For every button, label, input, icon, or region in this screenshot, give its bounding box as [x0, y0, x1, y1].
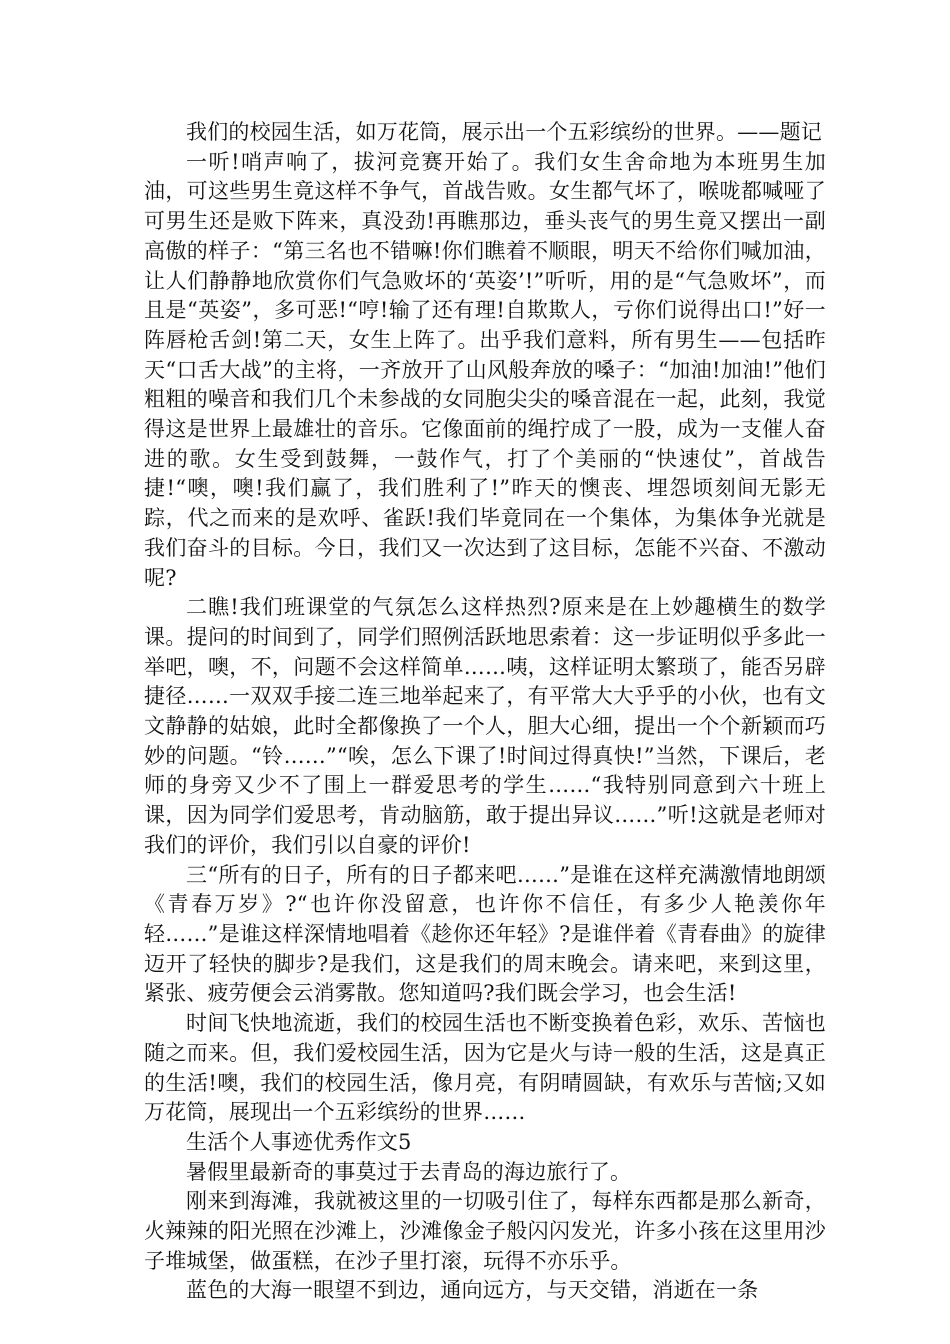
weekend-party-paragraph: 三“所有的日子，所有的日子都来吧……”是谁在这样充满激情地朗颂《青春万岁》?“也许你没留意，也许你不信任，有多少人艳羡你年轻……”是谁这样深情地唱着《趁你还年轻》?是谁伴着《青春曲》的旋律迈开了轻快的脚步?是我们，这是我们的周末晚会。请来吧，来到这里，紧张、疲劳便会云消雾散。您知道吗?我们既会学习，也会生活!	[144, 862, 826, 1006]
tug-of-war-paragraph: 一听!哨声响了，拔河竞赛开始了。我们女生舍命地为本班男生加油，可这些男生竟这样不争气，首战告败。女生都气坏了，喉咙都喊哑了可男生还是败下阵来，真没劲!再瞧那边，垂头丧气的男生竟又摆出一副高傲的样子：“第三名也不错嘛!你们瞧着不顺眼，明天不给你们喊加油，让人们静静地欣赏你们气急败坏的‘英姿’!”听听，用的是“气急败坏”，而且是“英姿”，多可恶!“哼!输了还有理!自欺欺人，亏你们说得出口!”好一阵唇枪舌剑!第二天，女生上阵了。出乎我们意料，所有男生——包括昨天“口舌大战”的主将，一齐放开了山风般奔放的嗓子：“加油!加油!”他们粗粗的噪音和我们几个未参战的女同胞尖尖的嗓音混在一起，此刻，我觉得这是世界上最雄壮的音乐。它像面前的绳拧成了一股，成为一支催人奋进的歌。女生受到鼓舞，一鼓作气，打了个美丽的“快速仗”，首战告捷!“噢，噢!我们赢了，我们胜利了!”昨天的懊丧、埋怨顷刻间无影无踪，代之而来的是欢呼、雀跃!我们毕竟同在一个集体，为集体争光就是我们奋斗的目标。今日，我们又一次达到了这目标，怎能不兴奋、不激动呢?	[144, 149, 826, 590]
essay-5-heading: 生活个人事迹优秀作文5	[186, 1129, 412, 1154]
epigraph-paragraph: 我们的校园生活，如万花筒，展示出一个五彩缤纷的世界。——题记	[186, 120, 822, 144]
sea-paragraph: 蓝色的大海一眼望不到边，通向远方，与天交错，消逝在一条	[186, 1278, 759, 1303]
document-page	[144, 118, 826, 1306]
summer-trip-paragraph: 暑假里最新奇的事莫过于去青岛的海边旅行了。	[186, 1159, 632, 1184]
math-class-paragraph: 二瞧!我们班课堂的气氛怎么这样热烈?原来是在上妙趣横生的数学课。提问的时间到了，同学们照例活跃地思索着：这一步证明似乎多此一举吧，噢，不，问题不会这样简单……咦，这样证明太繁琐了，能否另辟捷径……一双双手接二连三地举起来了，有平常大大乎乎的小伙，也有文文静静的姑娘，此时全都像换了一个人，胆大心细，提出一个个新颖而巧妙的问题。“铃……”“唉，怎么下课了!时间过得真快!”当然，下课后，老师的身旁又少不了围上一群爱思考的学生……“我特别同意到六十班上课，因为同学们爱思考，肯动脑筋，敢于提出异议……”听!这就是老师对我们的评价，我们引以自豪的评价!	[144, 595, 826, 857]
beach-paragraph: 刚来到海滩，我就被这里的一切吸引住了，每样东西都是那么新奇，火辣辣的阳光照在沙滩上，沙滩像金子般闪闪发光，许多小孩在这里用沙子堆城堡，做蛋糕，在沙子里打滚，玩得不亦乐乎。	[144, 1189, 826, 1273]
conclusion-paragraph: 时间飞快地流逝，我们的校园生活也不断变换着色彩，欢乐、苦恼也随之而来。但，我们爱校园生活，因为它是火与诗一般的生活，这是真正的生活!噢，我们的校园生活，像月亮，有阴晴圆缺，有欢乐与苦恼;又如万花筒，展现出一个五彩缤纷的世界……	[144, 1011, 826, 1125]
